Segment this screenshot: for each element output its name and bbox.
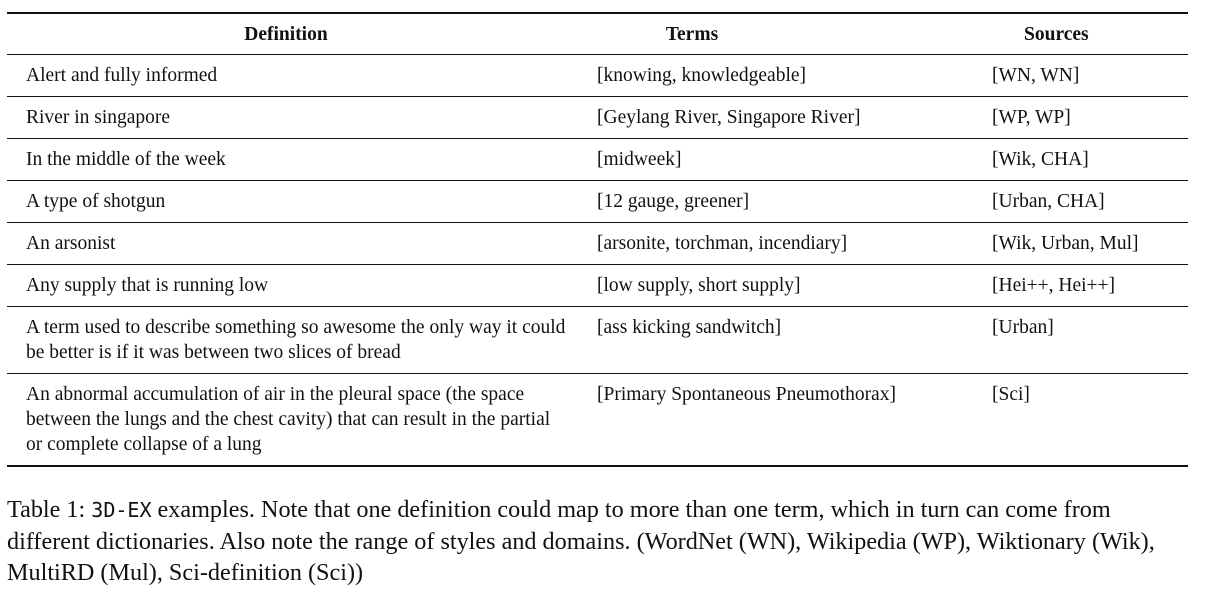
definition-cell: Any supply that is running low xyxy=(26,275,269,296)
sources-cell: [Urban] xyxy=(992,317,1054,338)
definition-cell: An arsonist xyxy=(26,233,116,254)
table-row xyxy=(7,223,1188,265)
table-caption xyxy=(7,494,1193,588)
table-row xyxy=(7,181,1188,223)
table-row xyxy=(7,374,1188,467)
caption-dataset-name: 3D-EX xyxy=(91,498,152,522)
terms-cell: [12 gauge, greener] xyxy=(597,191,750,212)
definition-cell: A type of shotgun xyxy=(26,191,166,212)
header-terms: Terms xyxy=(665,23,719,45)
caption-text: examples. Note that one definition could map to more than one term, which in turn can come from different dictionaries. Also note the range of styles and domains. (WordNet (WN), Wikipedia (WP), Wiktionary (Wik), MultiRD (Mul), Sci-definition (Sci)) xyxy=(7,496,1155,586)
terms-cell: [knowing, knowledgeable] xyxy=(597,65,807,86)
definition-cell: In the middle of the week xyxy=(26,149,226,170)
sources-cell: [WP, WP] xyxy=(992,107,1071,128)
table-row xyxy=(7,139,1188,181)
terms-cell: [Primary Spontaneous Pneumothorax] xyxy=(597,384,896,405)
caption-label: Table 1: xyxy=(7,496,86,523)
terms-cell: [ass kicking sandwitch] xyxy=(597,317,782,338)
definition-cell: An abnormal accumulation of air in the pleural space (the space between the lungs and the chest cavity) that can result in the partial or complete collapse of a lung xyxy=(26,384,551,455)
table-row xyxy=(7,55,1188,97)
definition-cell: Alert and fully informed xyxy=(26,65,218,86)
sources-cell: [Hei++, Hei++] xyxy=(992,275,1116,296)
header-definition: Definition xyxy=(244,23,328,45)
sources-cell: [Wik, CHA] xyxy=(992,149,1089,170)
definition-cell: River in singapore xyxy=(26,107,171,128)
table-header-row xyxy=(7,13,1188,55)
examples-table-container xyxy=(7,12,1188,467)
terms-cell: [Geylang River, Singapore River] xyxy=(597,107,861,128)
table-row xyxy=(7,97,1188,139)
terms-cell: [arsonite, torchman, incendiary] xyxy=(597,233,848,254)
table-row xyxy=(7,307,1188,374)
sources-cell: [WN, WN] xyxy=(992,65,1080,86)
terms-cell: [low supply, short supply] xyxy=(597,275,801,296)
table-row xyxy=(7,265,1188,307)
sources-cell: [Urban, CHA] xyxy=(992,191,1105,212)
header-sources: Sources xyxy=(1024,23,1089,45)
sources-cell: [Sci] xyxy=(992,384,1030,405)
sources-cell: [Wik, Urban, Mul] xyxy=(992,233,1139,254)
terms-cell: [midweek] xyxy=(597,149,682,170)
definition-cell: A term used to describe something so awesome the only way it could be better is if it was between two slices of bread xyxy=(26,317,566,363)
examples-table xyxy=(7,12,1188,467)
